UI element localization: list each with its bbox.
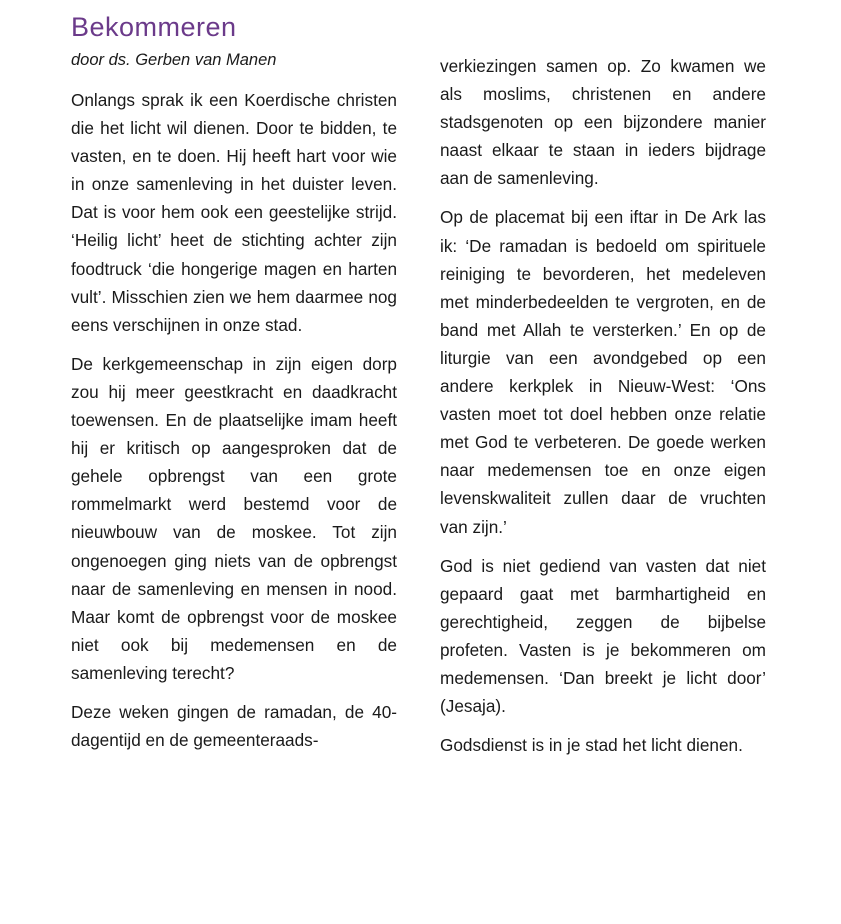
paragraph: Onlangs sprak ik een Koerdische christen die het licht wil dienen. Door te bidden, te vasten, en te doen. Hij heeft hart voor wie in onze samenleving in het duister leven. Dat is voor hem ook een geestelijke strijd. ‘Heilig licht’ heet de stichting achter zijn foodtruck ‘die hongerige magen en harten vult’. Misschien zien we hem daarmee nog eens verschijnen in onze stad. [71,90,397,335]
paragraph: Deze weken gingen de ramadan, de 40-dagentijd en de gemeenteraads- [71,701,397,751]
paragraph: Godsdienst is in je stad het licht dienen. [440,735,743,756]
paragraph: God is niet gediend van vasten dat niet gepaard gaat met barmhartigheid en gerechtigheid, zeggen de bijbelse profeten. Vasten is je bekommeren om medemensen. ‘Dan breekt je licht door’ (Jesaja). [440,555,766,717]
paragraph: verkiezingen samen op. Zo kwamen we als moslims, christenen en andere stadsgenoten op een bijzondere manier naast elkaar te staan in ieders bijdrage aan de samenleving. [440,56,766,189]
article-column-right [440,52,766,770]
paragraph: Op de placemat bij een iftar in De Ark las ik: ‘De ramadan is bedoeld om spirituele reiniging te bevorderen, het medeleven met minderbedeelden te vergroten, en de band met Allah te versterken.’ En op de liturgie van een avondgebed op een andere kerkplek in Nieuw-West: ‘Ons vasten moet tot doel hebben onze relatie met God te verbeteren. De goede werken naar medemensen toe en onze eigen levenskwaliteit zullen daar de vruchten van zijn.’ [440,207,766,537]
article-byline: door ds. Gerben van Manen [71,51,277,69]
article-title: Bekommeren [71,12,237,42]
article-column-left [71,86,397,765]
paragraph: De kerkgemeenschap in zijn eigen dorp zou hij meer geestkracht en daadkracht toewensen. En de plaatselijke imam heeft hij er kritisch op aangesproken dat de gehele opbrengst van een grote rommelmarkt werd bestemd voor de nieuwbouw van de moskee. Tot zijn ongenoegen ging niets van de opbrengst naar de samenleving en mensen in nood. Maar komt de opbrengst voor de moskee niet ook bij medemensen en de samenleving terecht? [71,353,397,683]
